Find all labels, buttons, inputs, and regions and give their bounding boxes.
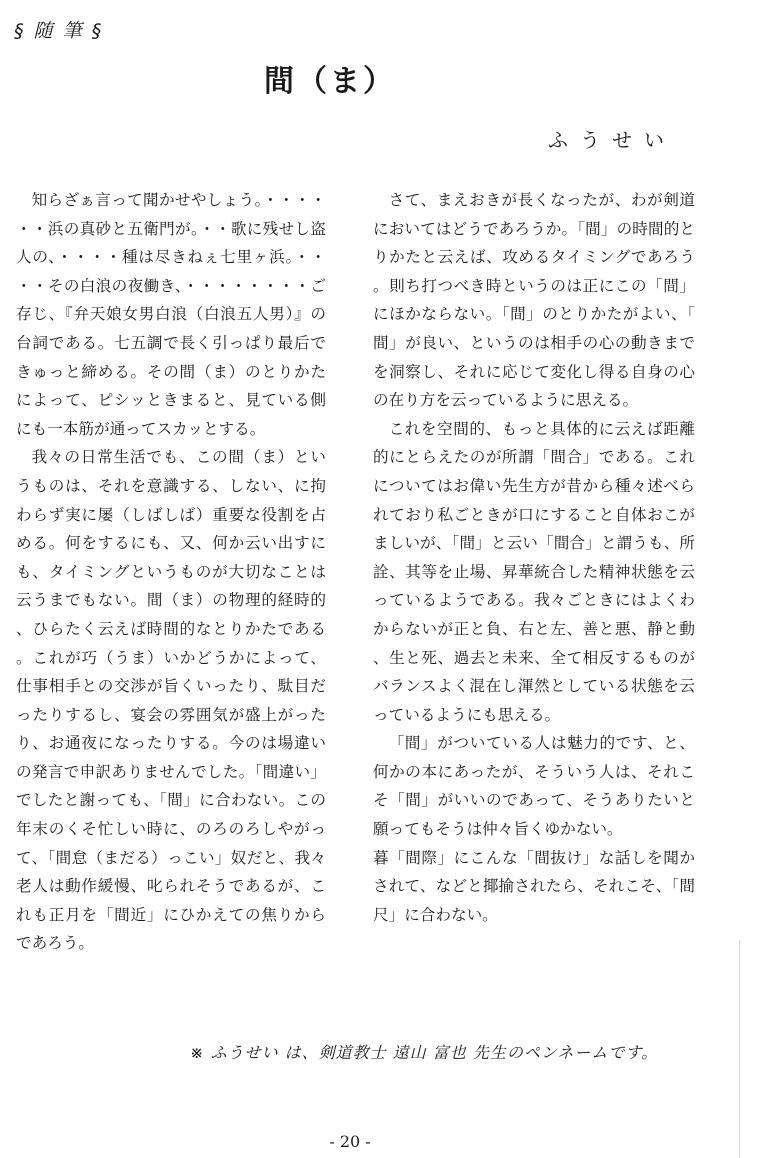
paragraph: 知らざぁ言って聞かせやしょう。・・・・・・浜の真砂と五衛門が。・・歌に残せし盗人の、・・・・種は尽きねぇ七里ヶ浜。・・・・その白浪の夜働き、・・・・・・・・ご存じ、『弁天娘女男白浪（白浪五人男）』の台詞である。七五調で長く引っぱり最后できゅっと締める。その間（ま）のとりかたによって、ピシッときまると、見ている側にも一本筋が通ってスカッとする。 (16, 191, 326, 438)
paragraph: 暮「間際」にこんな「間抜け」な話しを聞かされて、などと揶揄されたら、それこそ、「間尺」に合わない。 (373, 848, 695, 924)
page-number: - 20 - (329, 1132, 371, 1151)
right-column (373, 186, 695, 929)
paragraph: さて、まえおきが長くなったが、わが剣道においてはどうであろうか。「間」の時間的とりかたと云えば、攻めるタイミングであろう。則ち打つべき時というのは正にこの「間」にほかならない。「間」のとりかたがよい、「間」が良い、というのは相手の心の動きまでを洞察し、それに応じて変化し得る自身の心の在り方を云っているように思える。 (373, 191, 695, 410)
page-edge-line (739, 940, 740, 1158)
author-name: ふうせい (548, 128, 676, 152)
paragraph: これを空間的、もっと具体的に云えば距離的にとらえたのが所謂「間合」である。これについてはお偉い先生方が昔から種々述べられており私ごときが口にすること自体おこがましいが、「間」と云い「間合」と謂うも、所詮、其等を止場、昇華統合した精神状態を云っているようである。我々ごときにはよくわからないが正と負、右と左、善と悪、静と動、生と死、過去と未来、全て相反するものがバランスよく混在し渾然としている状態を云っているようにも思える。 (373, 419, 695, 724)
paragraph: 「間」がついている人は魅力的です、と、何かの本にあったが、そういう人は、それこそ「間」がいいのであって、そうありたいと願ってもそうは仲々旨くゆかない。 (373, 734, 695, 839)
paragraph: 我々の日常生活でも、この間（ま）というものは、それを意識する、しない、に拘わらず実に屡（しばしば）重要な役割を占める。何をするにも、又、何か云い出すにも、タイミングというものが大切なことは云うまでもない。間（ま）の物理的経時的、ひらたく云えば時間的なとりかたである。これが巧（うま）いかどうかによって、仕事相手との交渉が旨くいったり、駄目だったりするし、宴会の雰囲気が盛上がったり、お通夜になったりする。今のは場違いの発言で申訳ありませんでした。「間違い」でしたと謝っても、「間」に合わない。この年末のくそ忙しい時に、のろのろしやがって、「間怠（まだる）っこい」奴だと、我々老人は動作緩慢、叱られそうであるが、これも正月を「間近」にひかえての焦りからであろう。 (16, 448, 326, 953)
left-column (16, 186, 326, 958)
section-label: § 随 筆 § (14, 20, 104, 42)
essay-title: 間（ま） (264, 64, 396, 99)
footnote: ※ ふうせい は、剣道教士 遠山 富也 先生のペンネームです。 (190, 1043, 659, 1062)
